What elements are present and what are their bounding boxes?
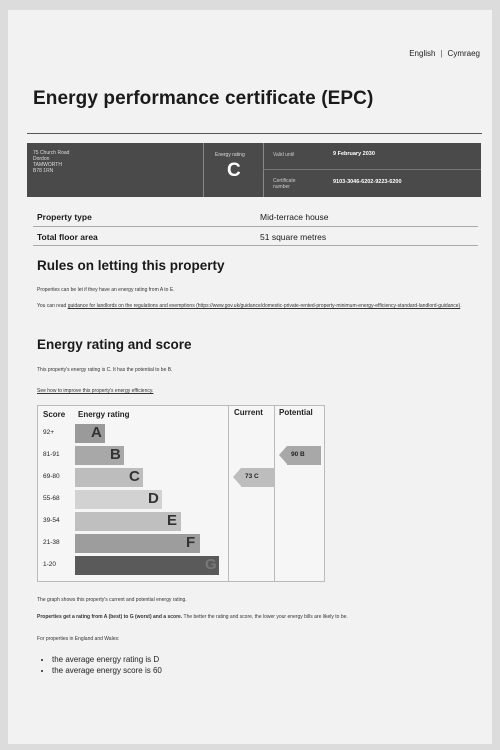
potential-rating-arrow <box>279 446 321 465</box>
language-switcher <box>409 49 480 58</box>
band-score-label: 92+ <box>43 429 55 436</box>
summary-panel <box>27 143 481 197</box>
row-divider <box>33 245 478 246</box>
england-wales-note: For properties in England and Wales: <box>37 636 120 642</box>
rating-scale-note <box>37 614 477 621</box>
address-line: TAMWORTH <box>33 162 62 168</box>
rating-band-d <box>38 490 228 509</box>
current-rating-arrow <box>233 468 275 487</box>
list-item: • the average energy score is 60 <box>52 665 162 676</box>
band-letter: F <box>186 534 196 551</box>
certificate-number-value: 9103-3046-6202-9223-6200 <box>333 179 402 185</box>
band-score-label: 69-80 <box>43 473 60 480</box>
rating-column-header: Energy rating <box>78 410 130 419</box>
band-score-label: 39-54 <box>43 517 60 524</box>
property-type-label: Property type <box>37 212 92 222</box>
guidance-suffix: . <box>460 303 462 309</box>
graph-caption: The graph shows this property's current and potential energy rating. <box>37 597 187 603</box>
certificate-page <box>8 10 492 744</box>
address-line: 75 Church Road <box>33 150 70 156</box>
letting-guidance <box>37 303 477 310</box>
summary-divider <box>263 169 481 170</box>
band-letter: D <box>148 490 159 507</box>
band-score-label: 1-20 <box>43 561 57 568</box>
certificate-label-line: Certificate <box>273 178 296 184</box>
rating-band-c <box>38 468 228 487</box>
rating-band-a <box>38 424 228 443</box>
guidance-prefix: You can read <box>37 303 68 309</box>
row-divider <box>33 226 478 227</box>
floor-area-value: 51 square metres <box>260 232 327 242</box>
energy-rating-letter: C <box>227 160 241 181</box>
band-letter: C <box>129 468 140 485</box>
certificate-label-line: number <box>273 184 290 190</box>
energy-rating-label: Energy rating <box>215 152 245 158</box>
certificate-number-label <box>273 178 296 190</box>
property-address <box>33 150 69 174</box>
current-rating-arrow-label: 73 C <box>245 473 259 480</box>
band-bar <box>75 556 219 575</box>
letting-intro: Properties can be let if they have an energy rating from A to E. <box>37 287 175 293</box>
title-divider <box>27 133 482 134</box>
band-score-label: 81-91 <box>43 451 60 458</box>
rating-scale-bold: Properties get a rating from A (best) to G (worst) and a score. <box>37 614 183 620</box>
chart-header-row <box>38 406 324 420</box>
property-type-value: Mid-terrace house <box>260 212 329 222</box>
potential-rating-arrow-label: 90 B <box>291 451 305 458</box>
potential-column-divider <box>274 406 275 581</box>
landlord-guidance-link[interactable]: guidance for landlords on the regulations and exemptions (https://www.gov.uk/guidance/domestic-private-rented-property-minimum-energy-efficiency-standard-landlord-guidance) <box>67 303 461 309</box>
band-bar <box>75 512 181 531</box>
rating-statement: This property's energy rating is C. It has the potential to be B. <box>37 367 173 373</box>
list-item: • the average energy rating is D <box>52 654 162 665</box>
language-separator: | <box>440 49 443 58</box>
improve-efficiency-row <box>37 388 153 395</box>
rating-band-g <box>38 556 228 575</box>
page-title: Energy performance certificate (EPC) <box>33 88 374 109</box>
address-line: Dordon <box>33 156 50 162</box>
band-letter: E <box>167 512 178 529</box>
potential-column-header: Potential <box>279 408 313 417</box>
band-score-label: 21-38 <box>43 539 60 546</box>
valid-until-value: 9 February 2030 <box>333 151 375 157</box>
english-link[interactable]: English <box>409 49 436 58</box>
averages-list <box>40 654 162 676</box>
letting-heading: Rules on letting this property <box>37 258 225 273</box>
rating-heading: Energy rating and score <box>37 337 192 352</box>
floor-area-label: Total floor area <box>37 232 98 242</box>
score-column-header: Score <box>43 410 66 419</box>
band-bar <box>75 534 200 553</box>
address-line: B78 1RN <box>33 168 54 174</box>
cymraeg-link[interactable]: Cymraeg <box>447 49 480 58</box>
current-column-header: Current <box>234 408 263 417</box>
improve-efficiency-link[interactable]: See how to improve this property's energy efficiency. <box>37 388 154 394</box>
band-letter: A <box>91 424 102 441</box>
current-column-divider <box>228 406 229 581</box>
rating-band-f <box>38 534 228 553</box>
rating-band-e <box>38 512 228 531</box>
band-letter: G <box>205 556 217 573</box>
energy-rating-chart <box>37 405 325 582</box>
band-letter: B <box>110 446 121 463</box>
rating-band-b <box>38 446 228 465</box>
valid-until-label: Valid until <box>273 152 295 158</box>
rating-scale-rest: The better the rating and score, the lower your energy bills are likely to be. <box>182 614 348 620</box>
band-score-label: 55-68 <box>43 495 60 502</box>
